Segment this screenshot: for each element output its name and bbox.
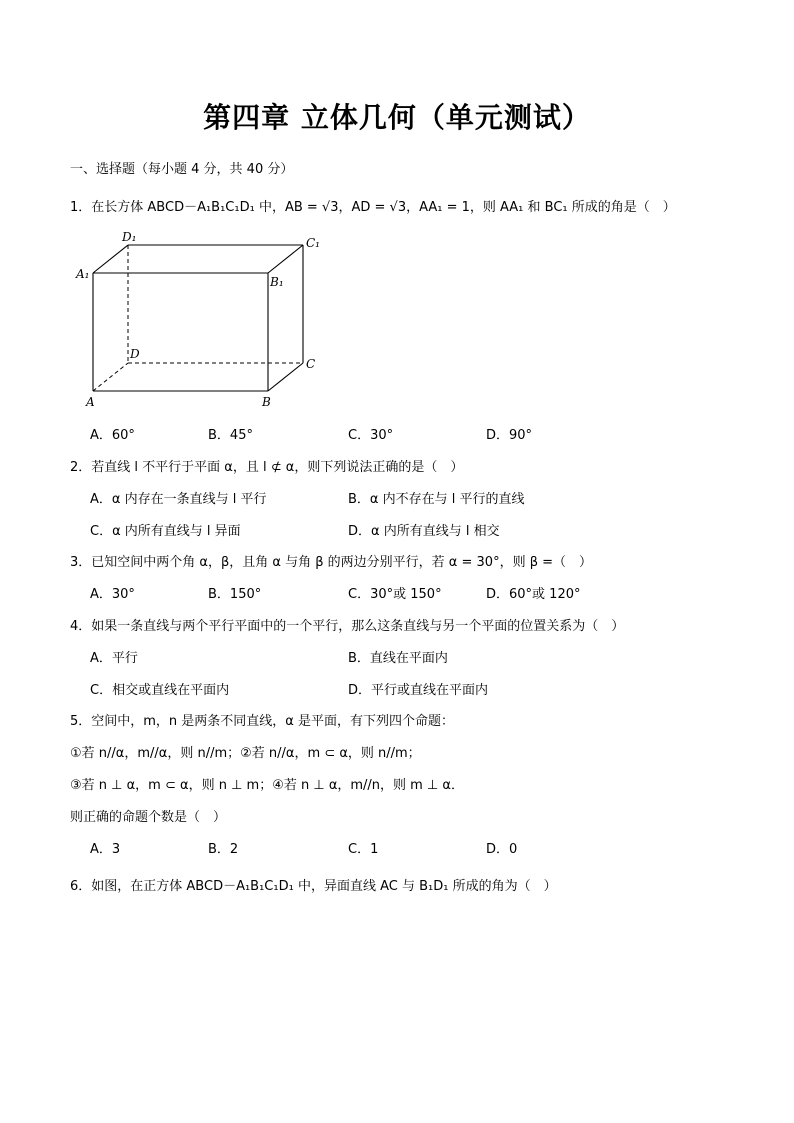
question-5-line-2: ①若 n//α，m//α，则 n//m；②若 n//α，m ⊂ α，则 n//m；	[70, 746, 421, 761]
question-5-line-4: 则正确的命题个数是（ ）	[70, 810, 227, 825]
q2-option-d[interactable]: D．α 内所有直线与 l 相交	[348, 524, 500, 539]
q3-option-a[interactable]: A．30°	[90, 587, 135, 602]
q2-option-c[interactable]: C．α 内所有直线与 l 异面	[90, 524, 241, 539]
question-2-stem: 2．若直线 l 不平行于平面 α，且 l ⊄ α，则下列说法正确的是（ ）	[70, 460, 464, 475]
q1-option-c[interactable]: C．30°	[348, 428, 394, 443]
q1-option-b[interactable]: B．45°	[208, 428, 253, 443]
label-C: C	[306, 357, 316, 371]
label-A1: A₁	[76, 267, 90, 281]
q5-option-a[interactable]: A．3	[90, 842, 121, 857]
q4-option-b[interactable]: B．直线在平面内	[348, 651, 448, 666]
question-6-stem: 6．如图，在正方体 ABCD－A₁B₁C₁D₁ 中，异面直线 AC 与 B₁D₁ 所成的角为（ ）	[70, 879, 557, 894]
q4-option-c[interactable]: C．相交或直线在平面内	[90, 683, 230, 698]
label-B1: B₁	[270, 275, 284, 289]
question-4-stem: 4．如果一条直线与两个平行平面中的一个平行，那么这条直线与另一个平面的位置关系为（ ）	[70, 619, 625, 634]
label-D: D	[130, 347, 140, 361]
cuboid-figure	[70, 226, 340, 412]
section-heading: 一、选择题（每小题 4 分，共 40 分）	[70, 162, 294, 177]
question-1-stem: 1．在长方体 ABCD－A₁B₁C₁D₁ 中，AB = √3，AD = √3，AA₁ = 1，则 AA₁ 和 BC₁ 所成的角是（ ）	[70, 200, 676, 215]
q3-option-c[interactable]: C．30°或 150°	[348, 587, 442, 602]
q3-option-b[interactable]: B．150°	[208, 587, 262, 602]
q5-option-b[interactable]: B．2	[208, 842, 239, 857]
q5-option-d[interactable]: D．0	[486, 842, 518, 857]
q2-option-b[interactable]: B．α 内不存在与 l 平行的直线	[348, 492, 525, 507]
label-D1: D₁	[122, 230, 137, 244]
label-B: B	[262, 395, 271, 409]
question-5-line-3: ③若 n ⊥ α，m ⊂ α，则 n ⊥ m；④若 n ⊥ α，m//n，则 m ⊥ α．	[70, 778, 464, 793]
q1-option-a[interactable]: A．60°	[90, 428, 135, 443]
question-3-stem: 3．已知空间中两个角 α，β，且角 α 与角 β 的两边分别平行，若 α = 30°，则 β =（ ）	[70, 555, 593, 570]
question-5-stem: 5．空间中，m，n 是两条不同直线，α 是平面，有下列四个命题：	[70, 714, 455, 729]
q1-option-d[interactable]: D．90°	[486, 428, 533, 443]
q5-option-c[interactable]: C．1	[348, 842, 379, 857]
label-C1: C₁	[306, 236, 320, 250]
q2-option-a[interactable]: A．α 内存在一条直线与 l 平行	[90, 492, 267, 507]
label-A: A	[86, 395, 95, 409]
page-title: 第四章 立体几何（单元测试）	[203, 101, 591, 134]
q4-option-d[interactable]: D．平行或直线在平面内	[348, 683, 489, 698]
q4-option-a[interactable]: A．平行	[90, 651, 138, 666]
q3-option-d[interactable]: D．60°或 120°	[486, 587, 581, 602]
